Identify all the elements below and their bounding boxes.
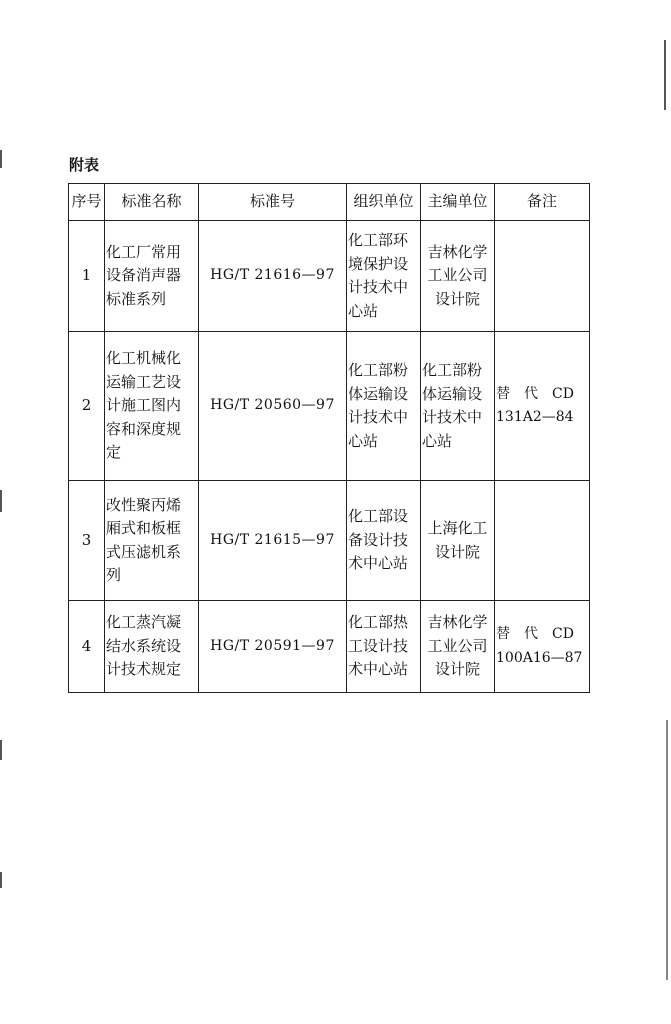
scan-artifact: [664, 40, 666, 110]
row-standard-code: HG/T 21616—97: [199, 221, 347, 332]
row-standard-name: 化工蒸汽凝 结水系统设 计技术规定: [106, 613, 182, 679]
table-row: [69, 332, 590, 481]
row-standard-code: HG/T 20591—97: [199, 601, 347, 693]
header-name: 标准名称: [105, 184, 199, 221]
row-note: 替 代 CD 131A2—84: [496, 385, 574, 425]
row-organizer: 化工部设 备设计技 术中心站: [348, 507, 409, 573]
row-num: 2: [69, 332, 105, 481]
scan-artifact: [0, 150, 2, 168]
row-editor: 吉林化学 工业公司 设计院: [427, 613, 488, 679]
header-code: 标准号: [199, 184, 347, 221]
row-num: 3: [69, 481, 105, 601]
header-editor: 主编单位: [421, 184, 495, 221]
table-row: [69, 481, 590, 601]
scan-artifact: [0, 740, 2, 760]
table-title: 附表: [69, 156, 100, 174]
row-num: 4: [69, 601, 105, 693]
row-organizer: 化工部粉 体运输设 计技术中 心站: [348, 361, 409, 450]
scan-artifact: [666, 720, 668, 980]
standards-table: [68, 183, 590, 693]
row-note: 替 代 CD 100A16—87: [496, 626, 583, 666]
row-num: 1: [69, 221, 105, 332]
header-note: 备注: [495, 184, 590, 221]
row-editor: 化工部粉 体运输设 计技术中 心站: [422, 361, 483, 450]
row-standard-code: HG/T 20560—97: [199, 332, 347, 481]
table-header-row: [69, 184, 590, 221]
scan-artifact: [0, 872, 2, 888]
row-editor: 上海化工 设计院: [427, 519, 488, 561]
row-editor: 吉林化学 工业公司 设计院: [427, 242, 488, 308]
scan-artifact: [0, 490, 2, 512]
row-standard-name: 改性聚丙烯 厢式和板框 式压滤机系 列: [106, 495, 182, 584]
row-standard-name: 化工厂常用 设备消声器 标准系列: [106, 242, 182, 308]
row-organizer: 化工部环 境保护设 计技术中 心站: [348, 231, 409, 320]
table-row: [69, 221, 590, 332]
row-organizer: 化工部热 工设计技 术中心站: [348, 613, 409, 679]
header-org: 组织单位: [347, 184, 421, 221]
table-row: [69, 601, 590, 693]
header-num: 序号: [69, 184, 105, 221]
row-standard-name: 化工机械化 运输工艺设 计施工图内 容和深度规 定: [106, 349, 182, 462]
row-standard-code: HG/T 21615—97: [199, 481, 347, 601]
